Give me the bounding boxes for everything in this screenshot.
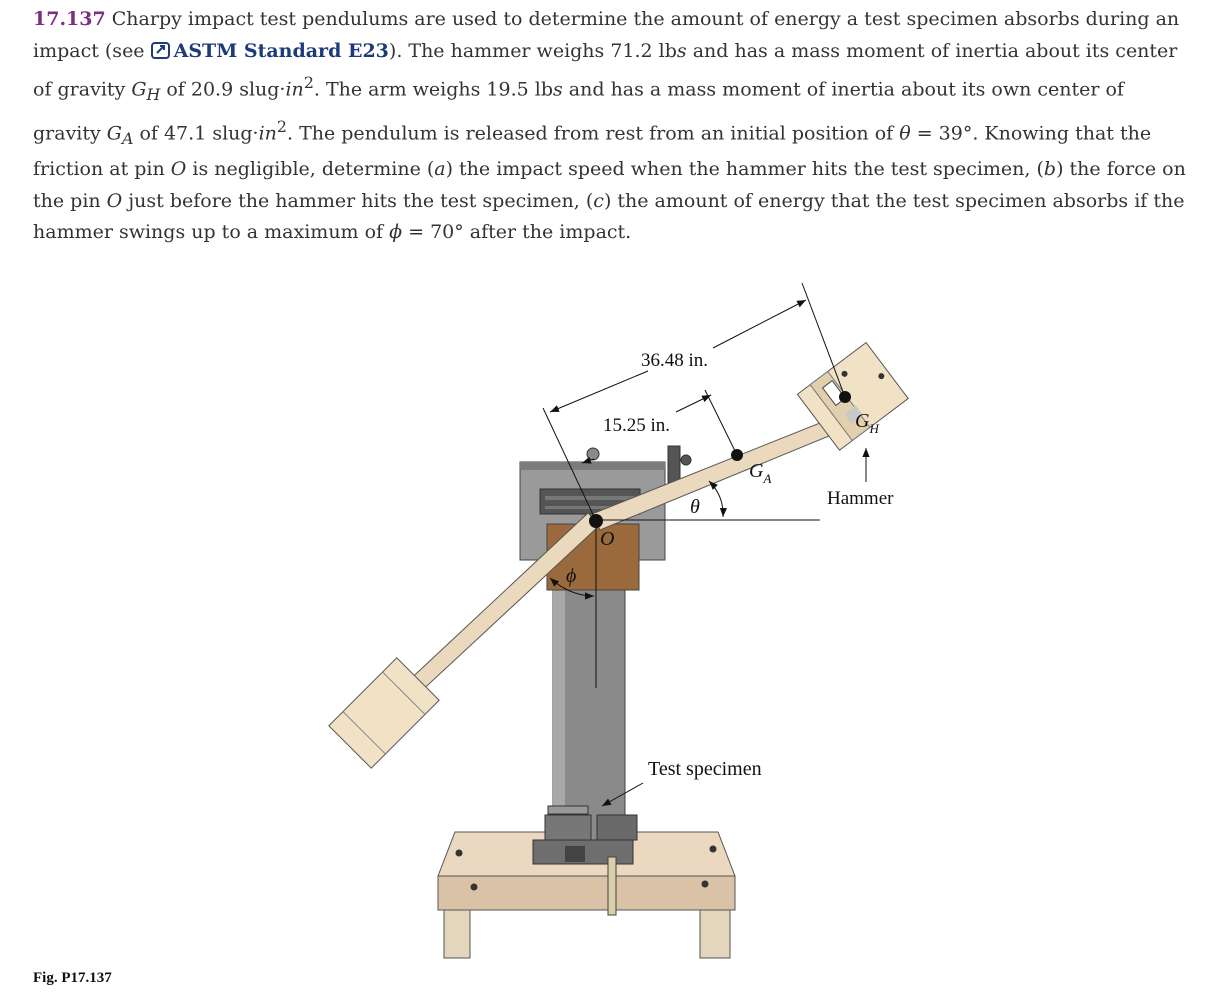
superscript-2: 2 (303, 73, 314, 92)
pin-o-label: O (600, 528, 615, 550)
part-a: a (434, 158, 446, 181)
anvil (533, 806, 637, 864)
gh-label: $G_H$ (855, 410, 879, 436)
thumb-screw-knob (587, 448, 599, 460)
unit-s: s (676, 39, 687, 62)
part-b: b (1043, 158, 1057, 181)
dimension-15-25-label: 15.25 in. (603, 415, 671, 436)
unit-s: s (553, 78, 563, 101)
figure-caption: Fig. P17.137 (33, 970, 112, 986)
unit-in: in (258, 121, 277, 144)
problem-text: and has a mass moment of inertia about its own center of gravity (33, 78, 1124, 144)
problem-text: . The arm weighs 19.5 lb (313, 78, 553, 101)
symbol-theta: θ (899, 121, 911, 144)
dimension-36-48-label: 36.48 in. (641, 350, 709, 371)
problem-text: of 47.1 slug· (133, 121, 259, 144)
support-column (553, 585, 625, 840)
theta-label: θ (690, 496, 700, 518)
problem-text: ) the amount of energy that the test specimen absorbs if the hammer swings up to a maximum of (33, 189, 1185, 244)
symbol-g: G (131, 78, 147, 101)
problem-text: ) the force on the pin (33, 158, 1186, 212)
problem-number: 17.137 (33, 8, 106, 30)
symbol-sub-h: H (146, 85, 161, 105)
problem-text: is negligible, determine ( (186, 158, 435, 181)
theta-arc (709, 481, 723, 517)
ga-label: $G_A$ (749, 460, 772, 486)
problem-text: of 20.9 slug· (160, 78, 286, 101)
superscript-2: 2 (276, 116, 287, 136)
handle-rod (608, 857, 616, 915)
symbol-o: O (106, 189, 123, 212)
astm-standard-link[interactable]: ASTM Standard E23 (173, 39, 389, 62)
part-c: c (593, 189, 604, 212)
symbol-o: O (170, 158, 187, 181)
symbol-g: G (106, 121, 122, 144)
problem-text: = 70° after the impact. (402, 221, 632, 244)
problem-text: just before the hammer hits the test specimen, ( (122, 189, 594, 212)
hammer-label: Hammer (827, 488, 894, 509)
symbol-phi: ϕ (389, 221, 403, 244)
phi-label: ϕ (566, 565, 577, 587)
problem-text: = 39°. Knowing that the friction at pin (33, 121, 1152, 181)
problem-text: ) the impact speed when the hammer hits the test specimen, ( (445, 158, 1044, 181)
problem-text: and has a mass moment of inertia about its center of gravity (33, 39, 1178, 101)
symbol-sub-a: A (121, 128, 134, 148)
problem-text: Charpy impact test pendulums are used to determine the amount of energy a test specimen absorbs during an impact (see (33, 8, 1180, 62)
latch-clamp (668, 446, 680, 484)
unit-in: in (285, 78, 304, 101)
problem-text: . The pendulum is released from rest from an initial position of (287, 121, 900, 144)
problem-text: ). The hammer weighs 71.2 lb (388, 39, 677, 62)
test-specimen-label: Test specimen (648, 758, 762, 780)
